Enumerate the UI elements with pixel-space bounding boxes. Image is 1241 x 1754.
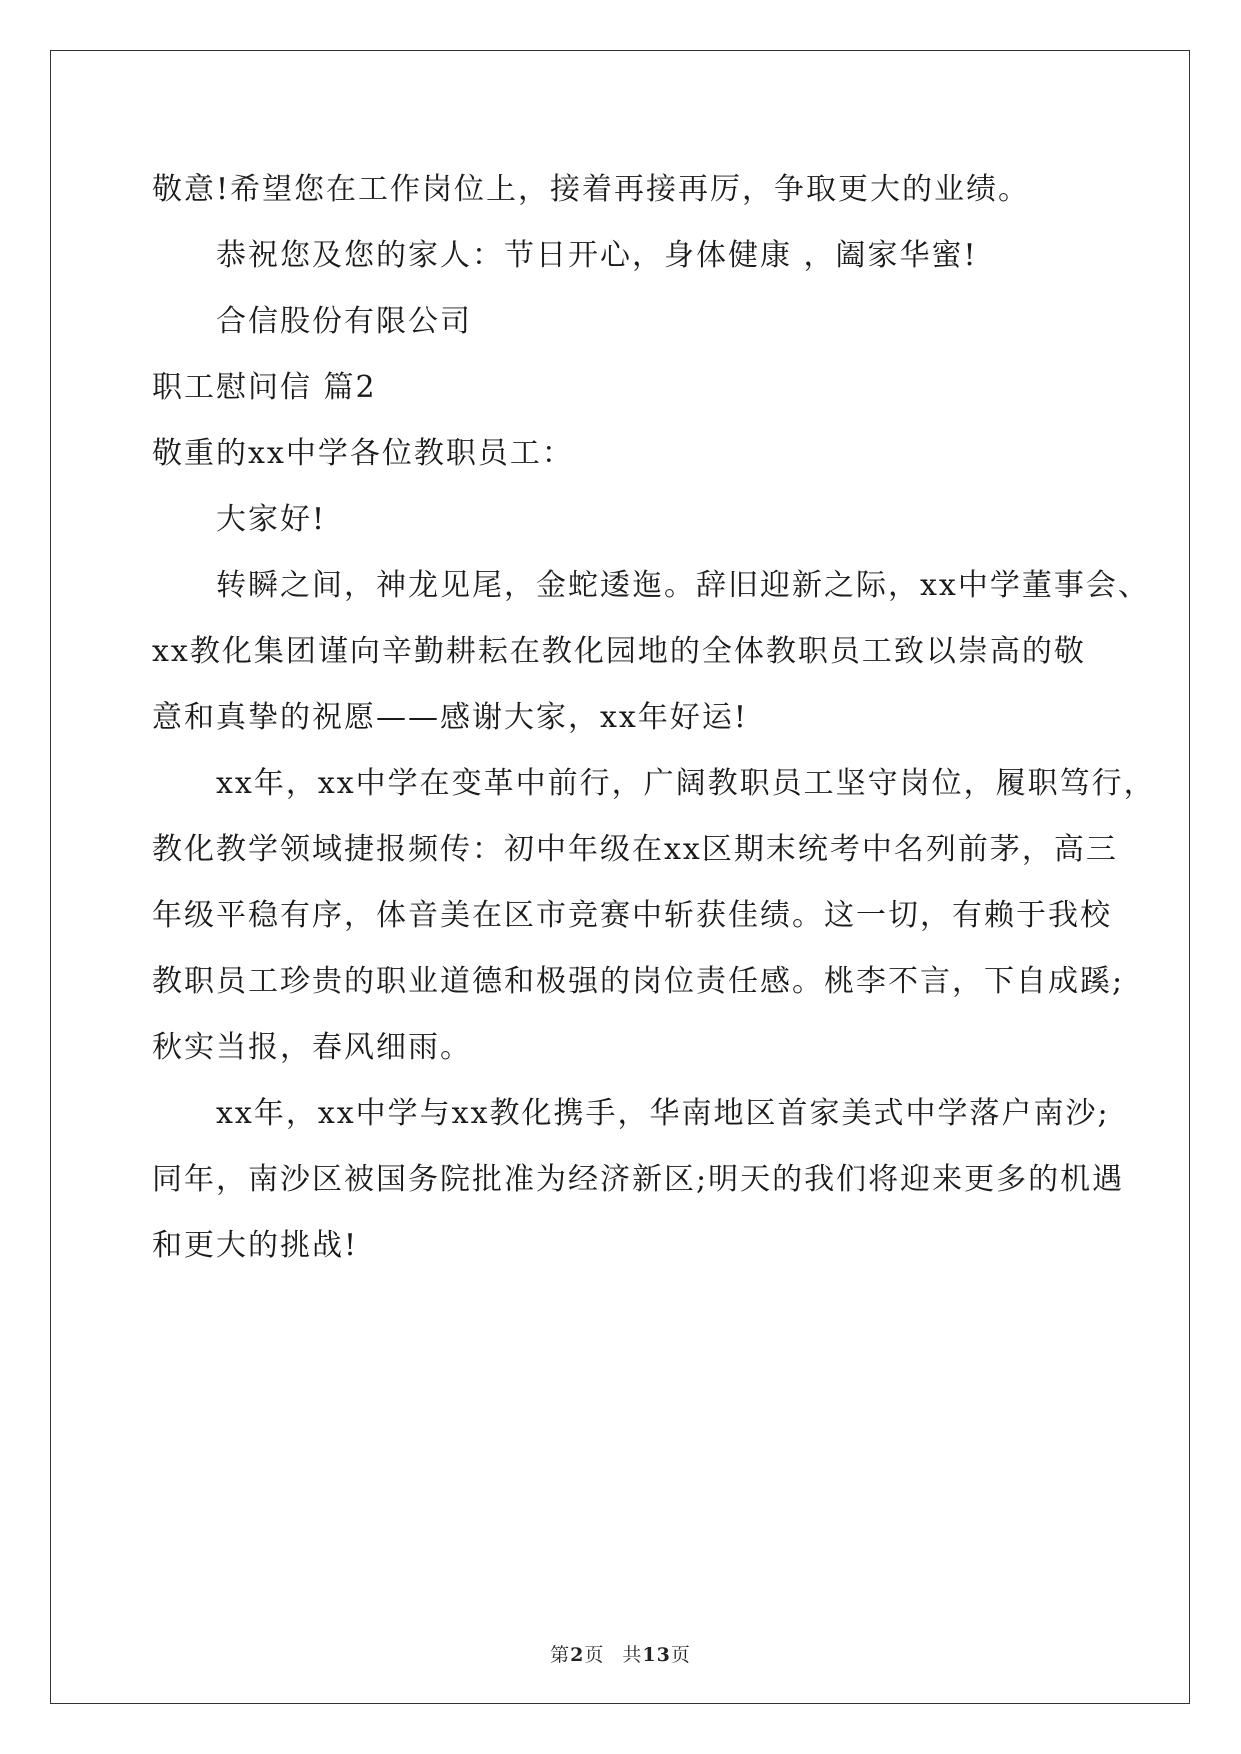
total-prefix: 共 (622, 1644, 643, 1666)
paragraph-line: 敬意!希望您在工作岗位上，接着再接再厉，争取更大的业绩。 (152, 172, 1031, 207)
paragraph-line: xx年，xx中学与xx教化携手，华南地区首家美式中学落户南沙; (216, 1096, 1110, 1131)
paragraph-line: 和更大的挑战! (152, 1228, 359, 1263)
page-footer (0, 1640, 1241, 1667)
paragraph-line: 教化教学领域捷报频传：初中年级在xx区期末统考中名列前茅，高三 (152, 832, 1118, 867)
page-prefix: 第 (550, 1644, 571, 1666)
paragraph-line: 恭祝您及您的家人：节日开心，身体健康 ，阖家华蜜! (216, 238, 978, 273)
page-suffix: 页 (584, 1644, 605, 1666)
page-number: 2 (570, 1644, 585, 1666)
paragraph-line: 意和真挚的祝愿——感谢大家，xx年好运! (152, 700, 748, 735)
paragraph-line: 同年，南沙区被国务院批准为经济新区;明天的我们将迎来更多的机遇 (152, 1162, 1125, 1197)
page-border (50, 50, 1190, 1704)
paragraph-line: 秋实当报，春风细雨。 (152, 1030, 472, 1065)
company-signature: 合信股份有限公司 (216, 304, 472, 339)
greeting: 大家好! (216, 502, 327, 537)
salutation: 敬重的xx中学各位教职员工： (152, 436, 574, 471)
paragraph-line: 教职员工珍贵的职业道德和极强的岗位责任感。桃李不言，下自成蹊; (152, 964, 1125, 999)
section-heading: 职工慰问信 篇2 (152, 370, 377, 405)
paragraph-line: 转瞬之间，神龙见尾，金蛇逶迤。辞旧迎新之际，xx中学董事会、 (216, 568, 1150, 603)
paragraph-line: 年级平稳有序，体音美在区市竞赛中斩获佳绩。这一切，有赖于我校 (152, 898, 1112, 933)
total-pages: 13 (642, 1644, 671, 1666)
paragraph-line: xx年，xx中学在变革中前行，广阔教职员工坚守岗位，履职笃行， (216, 766, 1156, 801)
paragraph-line: xx教化集团谨向辛勤耕耘在教化园地的全体教职员工致以崇高的敬 (152, 634, 1086, 669)
total-suffix: 页 (670, 1644, 691, 1666)
